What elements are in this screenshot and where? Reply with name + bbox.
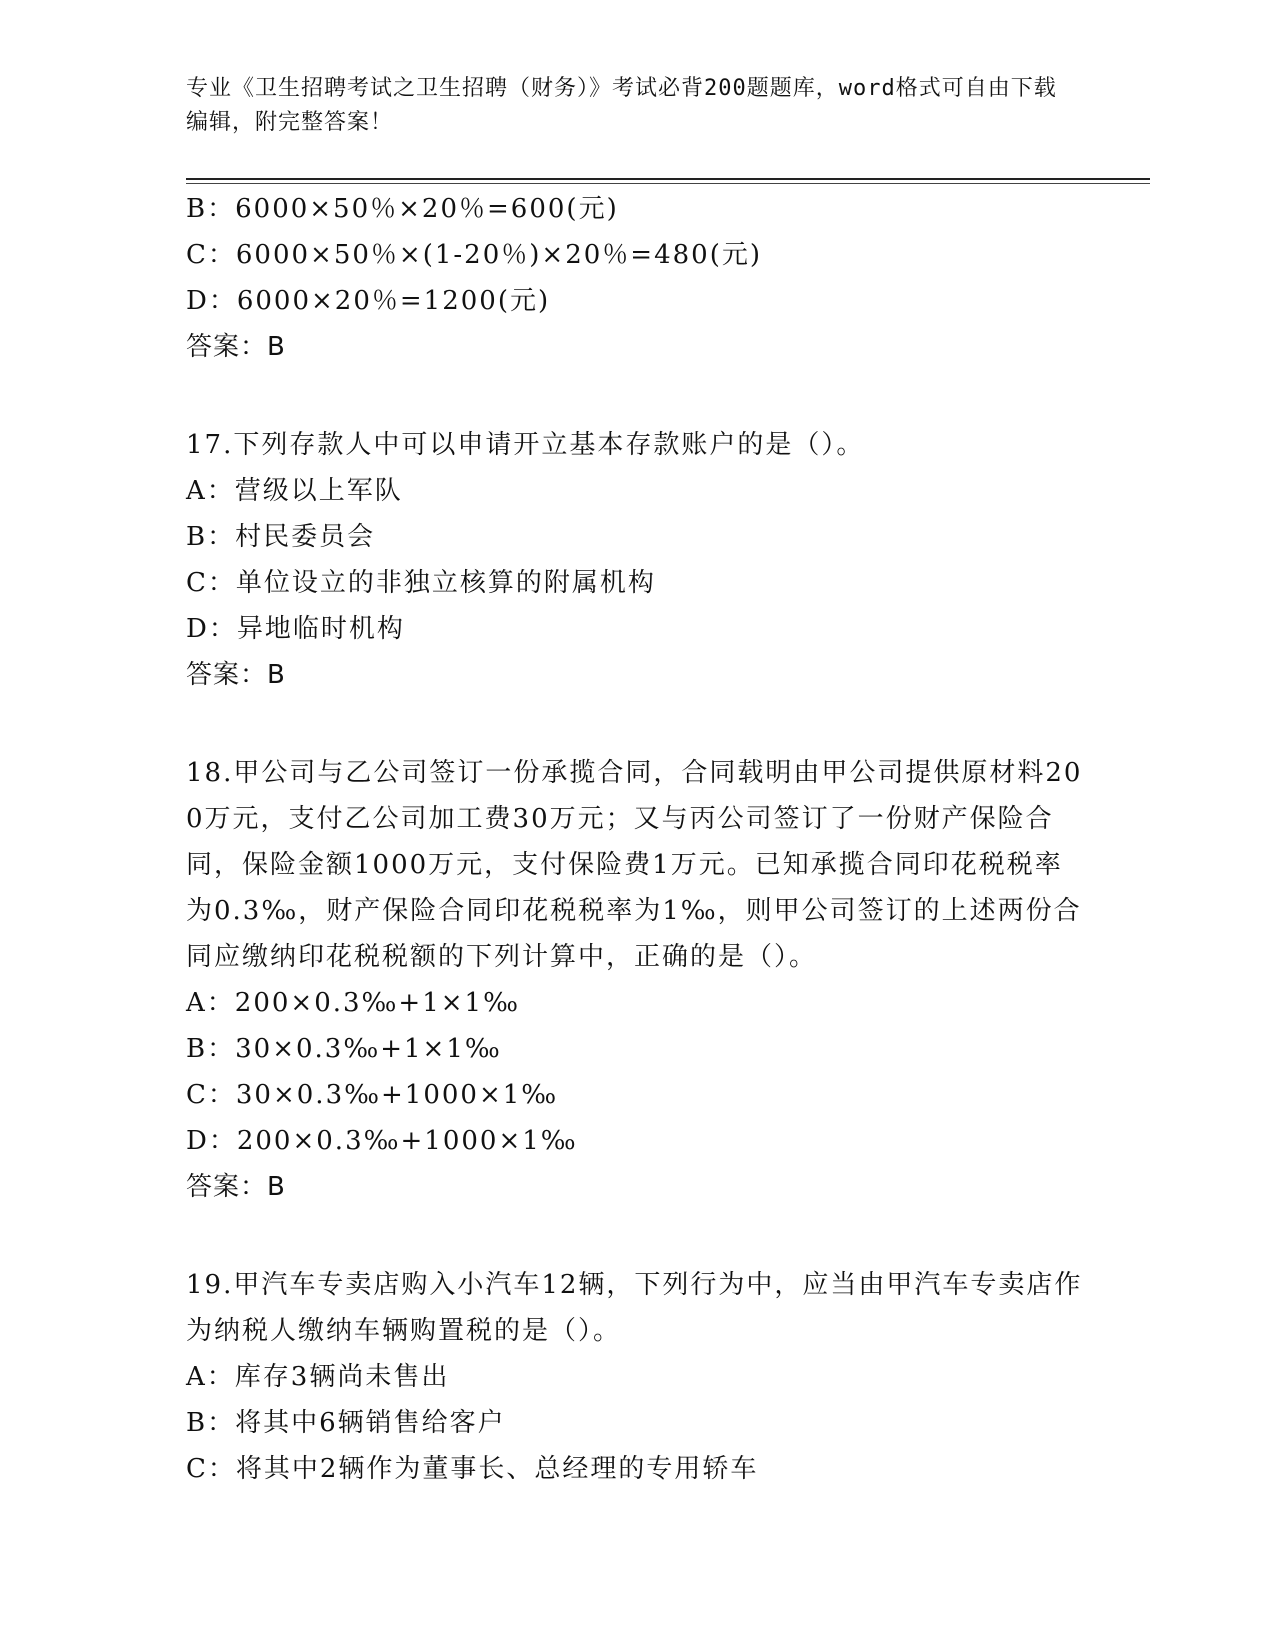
option-b: B：将其中6辆销售给客户 (186, 1408, 506, 1438)
question-19 (186, 1262, 1086, 1492)
answer: 答案：B (186, 332, 286, 362)
question-stem: 18.甲公司与乙公司签订一份承揽合同，合同载明由甲公司提供原材料200万元，支付乙公司加工费30万元；又与丙公司签订了一份财产保险合同，保险金额1000万元，支付保险费1万元。已知承揽合同印花税税率为0.3‰，财产保险合同印花税税率为1‰，则甲公司签订的上述两份合同应缴纳印花税税额的下列计算中，正确的是（）。 (186, 758, 1083, 972)
option-a: A：库存3辆尚未售出 (186, 1362, 450, 1392)
answer: 答案：B (186, 660, 286, 690)
option-c: C：单位设立的非独立核算的附属机构 (186, 568, 656, 598)
option-a: A：营级以上军队 (186, 476, 403, 506)
option-c: C：将其中2辆作为董事长、总经理的专用轿车 (186, 1454, 759, 1484)
spacer (186, 698, 1086, 750)
question-list (186, 186, 1086, 1492)
spacer (186, 1210, 1086, 1262)
option-b: B：村民委员会 (186, 522, 376, 552)
header-divider (186, 178, 1150, 180)
option-d: D：6000×20％=1200(元) (186, 286, 551, 316)
option-b: B：30×0.3‰+1×1‰ (186, 1034, 502, 1064)
question-stem: 17.下列存款人中可以申请开立基本存款账户的是（）。 (186, 430, 865, 460)
question-16-tail (186, 186, 1086, 370)
question-18 (186, 750, 1086, 1210)
question-stem: 19.甲汽车专卖店购入小汽车12辆，下列行为中，应当由甲汽车专卖店作为纳税人缴纳车辆购置税的是（）。 (186, 1270, 1083, 1346)
question-17 (186, 422, 1086, 698)
spacer (186, 370, 1086, 422)
header-divider-thin (186, 183, 1150, 184)
option-b: B：6000×50％×20％=600(元) (186, 194, 619, 224)
option-c: C：6000×50％×(1-20％)×20％=480(元) (186, 240, 762, 270)
option-c: C：30×0.3‰+1000×1‰ (186, 1080, 559, 1110)
answer: 答案：B (186, 1172, 286, 1202)
option-d: D：200×0.3‰+1000×1‰ (186, 1126, 578, 1156)
document-header: 专业《卫生招聘考试之卫生招聘（财务）》考试必背200题题库，word格式可自由下载编辑，附完整答案！ (186, 76, 1057, 135)
option-d: D：异地临时机构 (186, 614, 405, 644)
option-a: A：200×0.3‰+1×1‰ (186, 988, 520, 1018)
